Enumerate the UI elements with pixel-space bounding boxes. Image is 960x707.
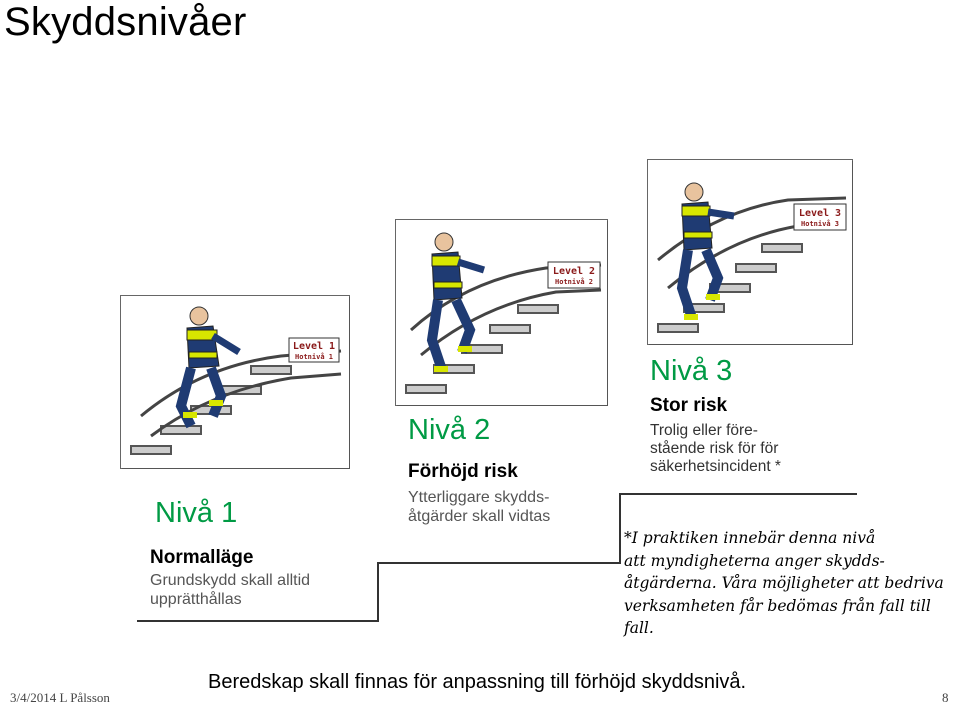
level-2-heading: Nivå 2 bbox=[408, 414, 491, 446]
level-3-illustration bbox=[648, 160, 852, 344]
stairs-climber-illustration bbox=[121, 296, 349, 468]
sign-level-label: Level 2 bbox=[552, 266, 596, 277]
author: L Pålsson bbox=[59, 690, 110, 705]
sign-level-label: Level 1 bbox=[292, 341, 336, 352]
slide-footer-meta bbox=[10, 690, 110, 706]
footnote-line: verksamheten får bedömas från fall till bbox=[624, 596, 931, 615]
sign-threat-label: Hotnivå 3 bbox=[801, 220, 839, 228]
desc-line: Ytterliggare skydds- bbox=[408, 489, 550, 506]
footer-text: Beredskap skall finnas för anpassning till förhöjd skyddsnivå. bbox=[208, 671, 747, 693]
desc-line: åtgärder skall vidtas bbox=[408, 508, 551, 525]
footnote-line: fall. bbox=[624, 619, 654, 637]
page-title: Skyddsnivåer bbox=[4, 0, 247, 44]
desc-line: upprätthållas bbox=[150, 591, 242, 608]
level-2-subtitle: Förhöjd risk bbox=[408, 461, 518, 482]
footnote bbox=[624, 527, 944, 640]
level-1-illustration bbox=[121, 296, 349, 468]
footnote-line: att myndigheterna anger skydds- bbox=[624, 551, 885, 570]
sign-threat-label: Hotnivå 2 bbox=[555, 278, 593, 286]
footnote-line: *I praktiken innebär denna nivå bbox=[624, 529, 876, 547]
sign-threat-label: Hotnivå 1 bbox=[295, 353, 333, 361]
level-3-heading: Nivå 3 bbox=[650, 355, 733, 387]
sign-level-label: Level 3 bbox=[798, 208, 842, 219]
level-3-description bbox=[650, 422, 781, 476]
desc-line: Trolig eller före- bbox=[650, 422, 758, 439]
level-1-subtitle: Normalläge bbox=[150, 547, 254, 568]
desc-line: säkerhetsincident * bbox=[650, 458, 781, 475]
level-2-illustration bbox=[396, 220, 607, 405]
footnote-line: åtgärderna. Våra möjligheter att bedriva bbox=[624, 574, 944, 592]
level-2-description bbox=[408, 488, 550, 526]
stairs-climber-illustration bbox=[648, 160, 852, 344]
stairs-climber-illustration bbox=[396, 220, 607, 405]
level-1-description bbox=[150, 571, 310, 609]
desc-line: stående risk för för bbox=[650, 440, 779, 457]
date: 3/4/2014 bbox=[10, 690, 57, 705]
level-3-subtitle: Stor risk bbox=[650, 395, 728, 416]
page-number: 8 bbox=[942, 690, 949, 705]
desc-line: Grundskydd skall alltid bbox=[150, 572, 311, 589]
level-1-heading: Nivå 1 bbox=[155, 497, 238, 529]
